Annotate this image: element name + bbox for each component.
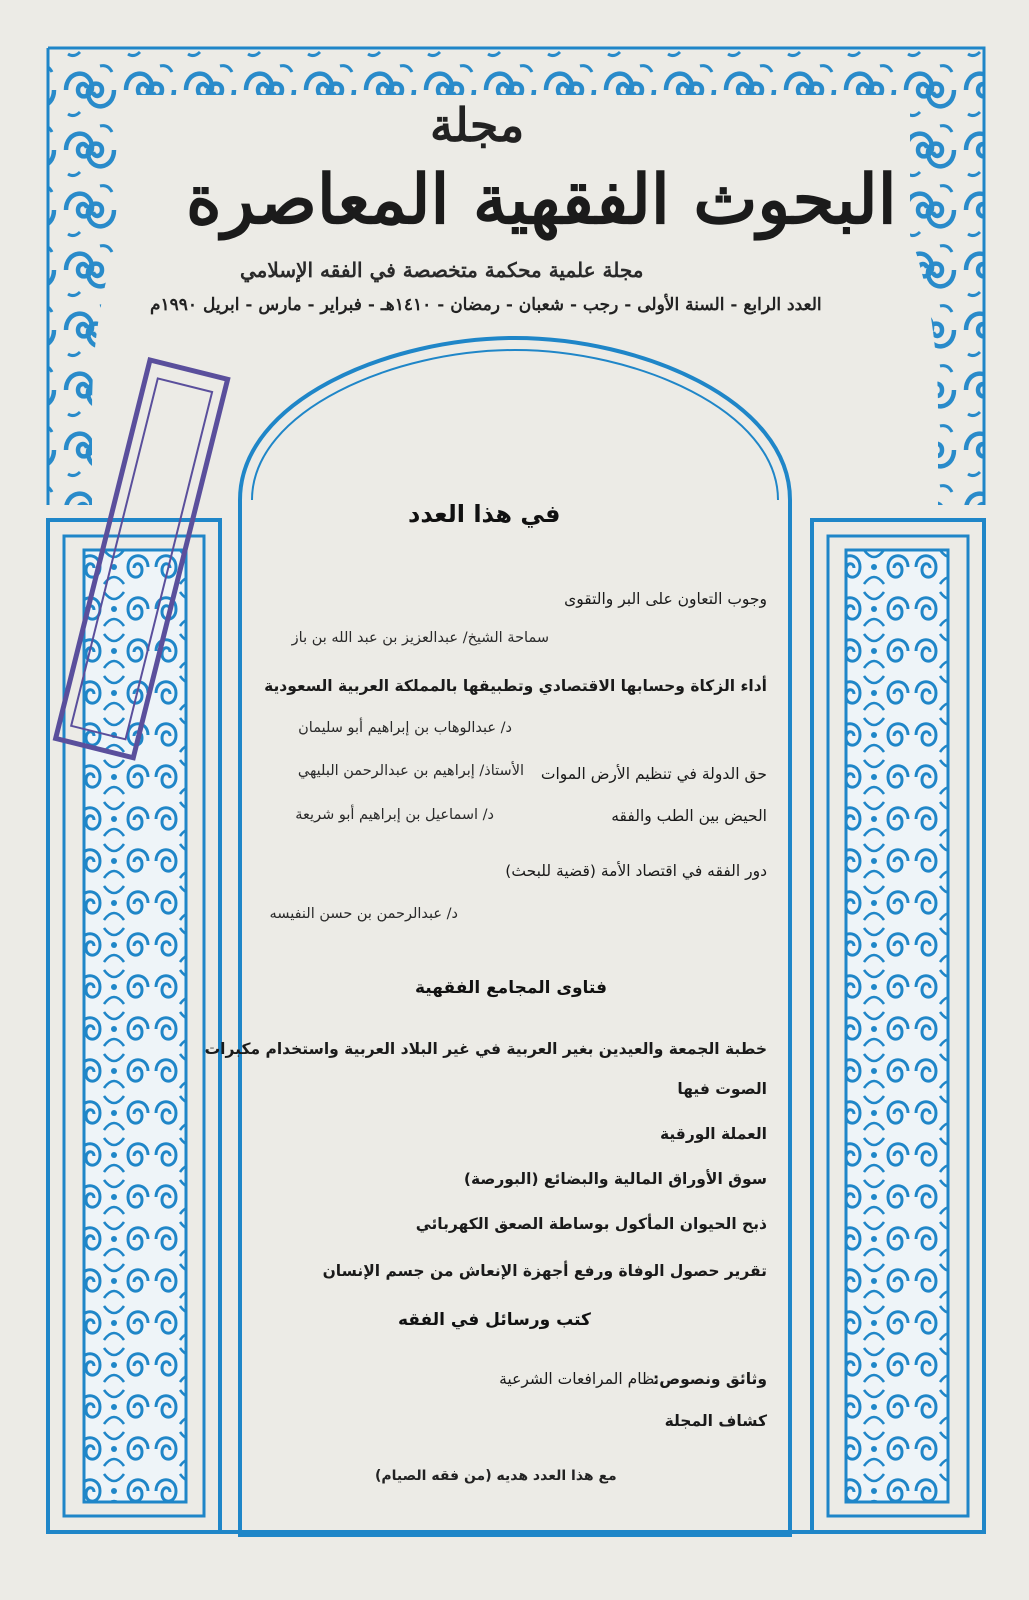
article-title: الحيض بين الطب والفقه bbox=[611, 807, 767, 825]
article-title: وجوب التعاون على البر والتقوى bbox=[564, 590, 767, 608]
issue-info: العدد الرابع - السنة الأولى - رجب - شعبان - رمضان - ١٤١٠هـ - فبراير - مارس - ابريل ١٩٩٠م bbox=[150, 295, 822, 315]
article-title: حق الدولة في تنظيم الأرض الموات bbox=[540, 765, 767, 783]
fatawa-heading: فتاوى المجامع الفقهية bbox=[415, 978, 607, 998]
documents-value: نظام المرافعات الشرعية bbox=[499, 1370, 659, 1388]
article-author: د/ عبدالرحمن بن حسن النفيسه bbox=[269, 906, 458, 922]
fatwa-item: تقرير حصول الوفاة ورفع أجهزة الإنعاش من جسم الإنسان bbox=[322, 1262, 767, 1280]
index-label: كشاف المجلة bbox=[664, 1412, 767, 1430]
article-author: سماحة الشيخ/ عبدالعزيز بن عبد الله بن باز bbox=[291, 630, 549, 646]
article-author: د/ اسماعيل بن إبراهيم أبو شريعة bbox=[295, 807, 494, 823]
fatwa-item: خطبة الجمعة والعيدين بغير العربية في غير البلاد العربية واستخدام مكبرات bbox=[204, 1040, 767, 1058]
article-author: الأستاذ/ إبراهيم بن عبدالرحمن البليهي bbox=[297, 763, 524, 779]
magazine-subtitle: مجلة علمية محكمة متخصصة في الفقه الإسلامي bbox=[240, 258, 644, 282]
article-title: أداء الزكاة وحسابها الاقتصادي وتطبيقها بالمملكة العربية السعودية bbox=[264, 677, 767, 695]
books-heading: كتب ورسائل في الفقه bbox=[398, 1310, 591, 1330]
fatwa-item: الصوت فيها bbox=[677, 1080, 767, 1098]
article-author: د/ عبدالوهاب بن إبراهيم أبو سليمان bbox=[298, 720, 512, 736]
fatwa-item: سوق الأوراق المالية والبضائع (البورصة) bbox=[463, 1170, 767, 1188]
fatwa-item: العملة الورقية bbox=[659, 1125, 767, 1143]
article-title: دور الفقه في اقتصاد الأمة (قضية للبحث) bbox=[505, 862, 767, 880]
magazine-label: مجلة bbox=[430, 98, 525, 152]
toc-heading: في هذا العدد bbox=[408, 500, 561, 528]
magazine-title: البحوث الفقهية المعاصرة bbox=[186, 160, 897, 240]
documents-label: وثائق ونصوص: bbox=[653, 1370, 767, 1388]
gift-note: مع هذا العدد هديه (من فقه الصيام) bbox=[375, 1468, 617, 1484]
fatwa-item: ذبح الحيوان المأكول بوساطة الصعق الكهربائي bbox=[415, 1215, 767, 1233]
